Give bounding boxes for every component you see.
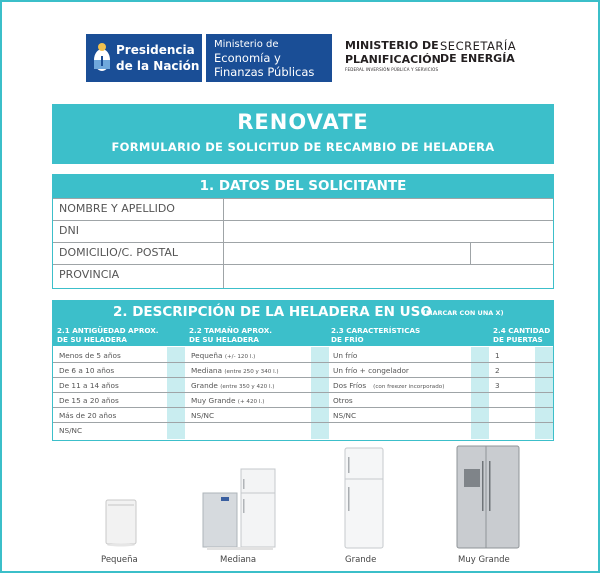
age-option[interactable]: Más de 20 años bbox=[59, 411, 117, 420]
presidencia-logo bbox=[86, 34, 202, 82]
secretaria-line2: DE ENERGÍA bbox=[440, 52, 515, 65]
field-row-province bbox=[53, 264, 553, 288]
field-label-name: NOMBRE Y APELLIDO bbox=[59, 202, 175, 215]
secretaria-line1: SECRETARÍA bbox=[440, 39, 517, 53]
cold-mark-column[interactable] bbox=[471, 347, 489, 439]
ministerio-line1: Ministerio de bbox=[214, 39, 279, 50]
cold-option[interactable] bbox=[333, 411, 356, 420]
medium-fridges-image bbox=[201, 467, 279, 551]
name-input[interactable] bbox=[224, 199, 553, 219]
row-divider bbox=[53, 362, 553, 363]
presidencia-line2: de la Nación bbox=[116, 59, 200, 73]
section2-title: 2. DESCRIPCIÓN DE LA HELADERA EN USO bbox=[113, 304, 432, 320]
column-divider bbox=[223, 199, 224, 288]
planificacion-line3: FEDERAL INVERSIÓN PÚBLICA Y SERVICIOS bbox=[345, 67, 439, 72]
cold-option[interactable] bbox=[333, 351, 357, 360]
size-option-note: (entre 350 y 420 l.) bbox=[220, 384, 275, 390]
ministerio-line2: Economía y bbox=[214, 51, 281, 65]
size-option[interactable] bbox=[191, 411, 214, 420]
age-option[interactable]: De 6 a 10 años bbox=[59, 366, 115, 375]
cold-option[interactable] bbox=[333, 396, 353, 405]
field-label-dni: DNI bbox=[59, 224, 79, 237]
planificacion-line2: PLANIFICACIÓN bbox=[345, 53, 441, 66]
row-divider bbox=[53, 392, 553, 393]
cold-option-label: Dos Fríos bbox=[333, 381, 367, 390]
title-banner bbox=[52, 104, 554, 164]
ministerio-logo bbox=[206, 34, 332, 82]
ministerio-line3: Finanzas Públicas bbox=[214, 65, 315, 79]
row-divider bbox=[53, 377, 553, 378]
section-applicant-data bbox=[52, 174, 554, 289]
province-input[interactable] bbox=[224, 265, 553, 285]
row-divider bbox=[53, 422, 553, 423]
col2-header-line2: DE SU HELADERA bbox=[189, 335, 259, 344]
age-option[interactable]: Menos de 5 años bbox=[59, 351, 121, 360]
column-headers bbox=[53, 324, 553, 346]
col3-header-line2: DE FRÍO bbox=[331, 335, 364, 344]
postal-divider bbox=[470, 243, 471, 265]
doors-option[interactable]: 3 bbox=[495, 381, 500, 390]
field-row-dni bbox=[53, 220, 553, 243]
col1-header-line1: 2.1 ANTIGÜEDAD APROX. bbox=[57, 326, 159, 335]
col2-header-line1: 2.2 TAMAÑO APROX. bbox=[189, 326, 272, 335]
extra-large-fridge-image bbox=[456, 445, 520, 551]
doors-mark-column[interactable] bbox=[535, 347, 553, 439]
fridge-caption-extra-large: Muy Grande bbox=[458, 555, 510, 565]
size-option-note: (entre 250 y 340 l.) bbox=[224, 369, 279, 375]
small-fridge-image bbox=[105, 499, 137, 547]
postal-code-input[interactable] bbox=[471, 243, 553, 263]
col4-header-line2: DE PUERTAS bbox=[493, 335, 543, 344]
large-fridge-image bbox=[344, 447, 384, 551]
form-title: RENOVATE bbox=[237, 110, 369, 134]
field-label-province: PROVINCIA bbox=[59, 268, 120, 281]
cold-option-label: Un frío + congelador bbox=[333, 366, 409, 375]
cold-option-label: NS/NC bbox=[333, 411, 357, 420]
field-label-address: DOMICILIO/C. POSTAL bbox=[59, 246, 178, 259]
fridge-caption-small: Pequeña bbox=[101, 555, 138, 565]
section1-title: 1. DATOS DEL SOLICITANTE bbox=[53, 175, 553, 198]
age-option[interactable]: De 11 a 14 años bbox=[59, 381, 119, 390]
doors-option[interactable]: 2 bbox=[495, 366, 500, 375]
cold-option-note: (con freezer incorporado) bbox=[373, 384, 445, 390]
doors-option[interactable]: 1 bbox=[495, 351, 500, 360]
size-option-label: Mediana bbox=[191, 366, 223, 375]
row-divider bbox=[53, 407, 553, 408]
address-input[interactable] bbox=[224, 243, 470, 263]
size-option[interactable] bbox=[191, 381, 274, 390]
size-option-note: (+/- 120 l.) bbox=[224, 354, 256, 360]
size-option[interactable] bbox=[191, 351, 255, 360]
size-option[interactable] bbox=[191, 396, 264, 405]
cold-option[interactable] bbox=[333, 366, 409, 375]
fridge-caption-medium: Mediana bbox=[220, 555, 257, 565]
presidencia-line1: Presidencia bbox=[116, 43, 195, 57]
age-option[interactable]: NS/NC bbox=[59, 426, 83, 435]
size-option-label: Grande bbox=[191, 381, 218, 390]
dni-input[interactable] bbox=[224, 221, 553, 241]
col1-header-line2: DE SU HELADERA bbox=[57, 335, 127, 344]
planificacion-line1: MINISTERIO DE bbox=[345, 39, 439, 52]
size-option-label: Muy Grande bbox=[191, 396, 236, 405]
size-option-note: (+ 420 l.) bbox=[237, 399, 265, 405]
size-option-label: NS/NC bbox=[191, 411, 215, 420]
cold-option[interactable] bbox=[333, 381, 444, 390]
size-option[interactable] bbox=[191, 366, 279, 375]
cold-option-label: Un frío bbox=[333, 351, 358, 360]
form-subtitle: FORMULARIO DE SOLICITUD DE RECAMBIO DE HELADERA bbox=[111, 140, 495, 154]
col3-header-line1: 2.3 CARACTERÍSTICAS bbox=[331, 326, 421, 335]
age-mark-column[interactable] bbox=[167, 347, 185, 439]
section2-header bbox=[53, 301, 553, 324]
size-mark-column[interactable] bbox=[311, 347, 329, 439]
argentina-crest-icon bbox=[92, 40, 112, 74]
fridge-caption-large: Grande bbox=[345, 555, 377, 565]
section-fridge-description bbox=[52, 300, 554, 441]
size-option-label: Pequeña bbox=[191, 351, 223, 360]
section2-note: (MARCAR CON UNA X) bbox=[423, 309, 504, 317]
field-row-address bbox=[53, 242, 553, 265]
col4-header-line1: 2.4 CANTIDAD bbox=[493, 326, 551, 335]
age-option[interactable]: De 15 a 20 años bbox=[59, 396, 119, 405]
cold-option-label: Otros bbox=[333, 396, 353, 405]
field-row-name bbox=[53, 198, 553, 221]
